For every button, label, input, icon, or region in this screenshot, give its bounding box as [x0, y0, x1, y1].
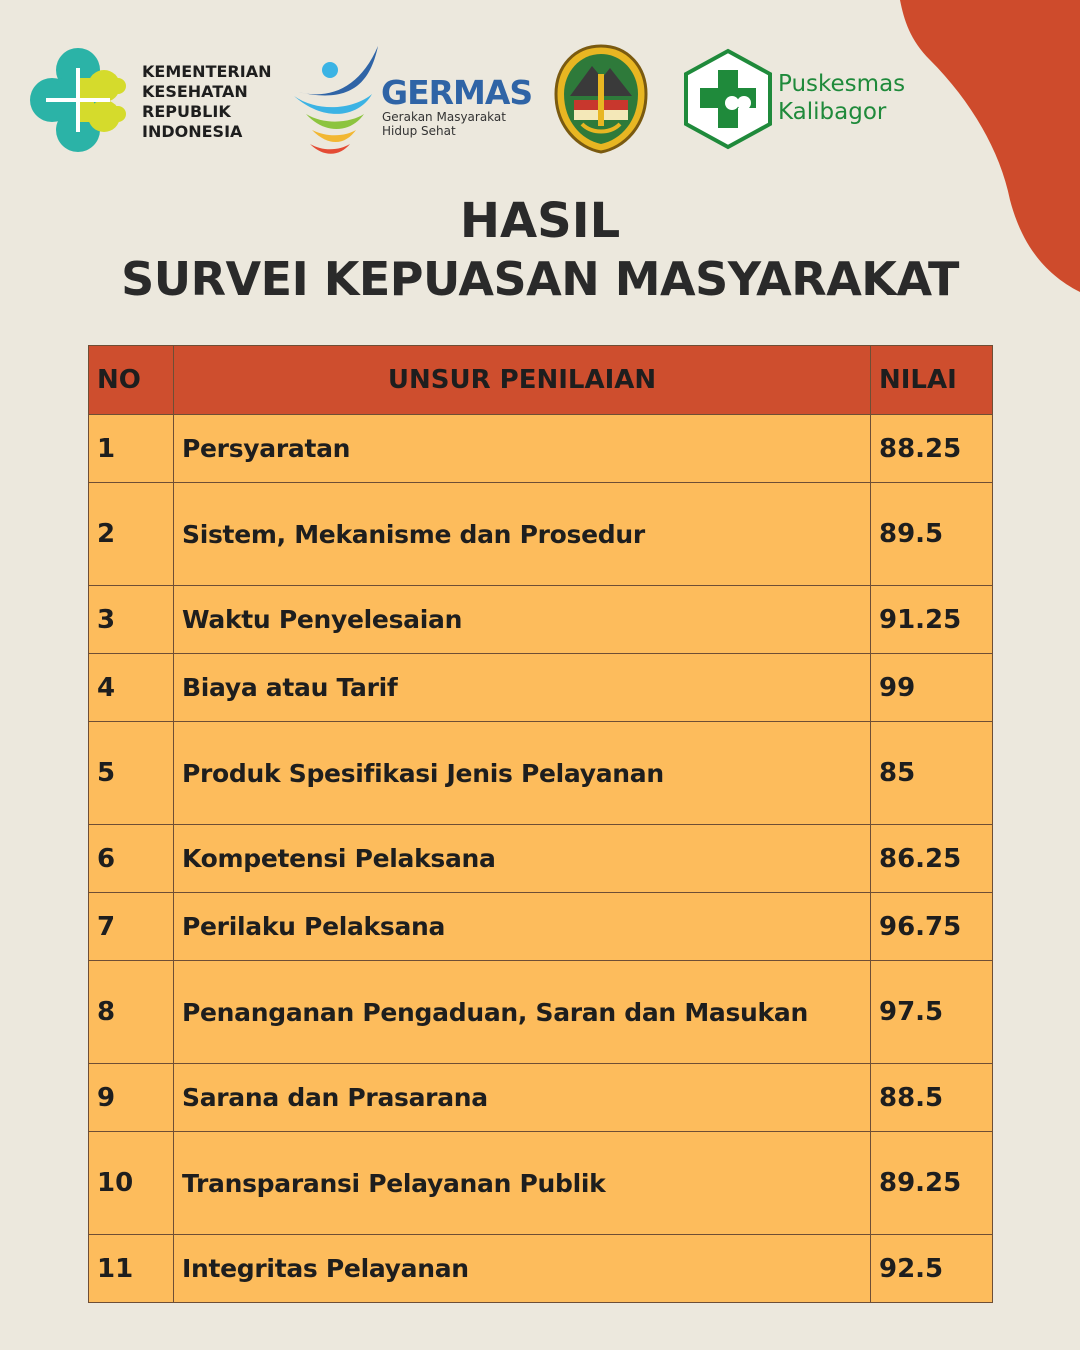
row-nilai: 92.5 [871, 1235, 993, 1303]
regional-emblem-icon [552, 44, 650, 154]
page-title-line-2: SURVEI KEPUASAN MASYARAKAT [121, 252, 959, 306]
puskesmas-line: Puskesmas [778, 71, 906, 97]
table-row [89, 654, 993, 722]
row-unsur: Waktu Penyelesaian [174, 586, 871, 654]
germas-logo-icon [290, 44, 382, 156]
header-no: NO [89, 346, 174, 415]
row-no: 9 [89, 1064, 174, 1132]
table-row [89, 1064, 993, 1132]
row-unsur: Transparansi Pelayanan Publik [174, 1132, 871, 1235]
row-nilai: 86.25 [871, 825, 993, 893]
row-nilai: 88.25 [871, 415, 993, 483]
kemenkes-line: KESEHATAN [142, 82, 248, 101]
germas-tagline-line: Gerakan Masyarakat [382, 110, 506, 124]
row-no: 11 [89, 1235, 174, 1303]
table-row [89, 483, 993, 586]
row-nilai: 91.25 [871, 586, 993, 654]
row-nilai: 89.25 [871, 1132, 993, 1235]
germas-tagline-line: Hidup Sehat [382, 124, 456, 138]
row-unsur: Penanganan Pengaduan, Saran dan Masukan [174, 961, 871, 1064]
page-title [0, 192, 1080, 308]
row-no: 2 [89, 483, 174, 586]
row-unsur: Persyaratan [174, 415, 871, 483]
table-row [89, 415, 993, 483]
logo-bar [0, 0, 1080, 170]
germas-wordmark: GERMAS [381, 73, 533, 112]
header-unsur-penilaian: UNSUR PENILAIAN [174, 346, 871, 415]
row-nilai: 96.75 [871, 893, 993, 961]
table-row [89, 825, 993, 893]
row-nilai: 89.5 [871, 483, 993, 586]
survey-results-table [88, 345, 993, 1303]
row-nilai: 85 [871, 722, 993, 825]
table-row [89, 961, 993, 1064]
kemenkes-line: REPUBLIK [142, 102, 231, 121]
table-header-row [89, 346, 993, 415]
puskesmas-wordmark [778, 70, 905, 126]
row-no: 4 [89, 654, 174, 722]
row-no: 8 [89, 961, 174, 1064]
row-nilai: 97.5 [871, 961, 993, 1064]
puskesmas-logo-icon [682, 48, 774, 150]
kemenkes-wordmark [142, 62, 271, 142]
row-no: 6 [89, 825, 174, 893]
row-no: 5 [89, 722, 174, 825]
page-title-line-1: HASIL [459, 193, 621, 249]
kemenkes-line: INDONESIA [142, 122, 243, 141]
kemenkes-logo-icon [22, 44, 126, 156]
row-unsur: Integritas Pelayanan [174, 1235, 871, 1303]
row-no: 10 [89, 1132, 174, 1235]
row-unsur: Biaya atau Tarif [174, 654, 871, 722]
header-nilai: NILAI [871, 346, 993, 415]
row-nilai: 88.5 [871, 1064, 993, 1132]
row-no: 1 [89, 415, 174, 483]
table-row [89, 893, 993, 961]
row-no: 7 [89, 893, 174, 961]
row-nilai: 99 [871, 654, 993, 722]
row-unsur: Perilaku Pelaksana [174, 893, 871, 961]
row-unsur: Produk Spesifikasi Jenis Pelayanan [174, 722, 871, 825]
row-unsur: Sarana dan Prasarana [174, 1064, 871, 1132]
germas-tagline [382, 110, 506, 138]
table-row [89, 586, 993, 654]
puskesmas-line: Kalibagor [778, 99, 887, 125]
table-row [89, 1235, 993, 1303]
table-row [89, 1132, 993, 1235]
table-row [89, 722, 993, 825]
row-unsur: Kompetensi Pelaksana [174, 825, 871, 893]
row-unsur: Sistem, Mekanisme dan Prosedur [174, 483, 871, 586]
kemenkes-line: KEMENTERIAN [142, 62, 272, 81]
row-no: 3 [89, 586, 174, 654]
